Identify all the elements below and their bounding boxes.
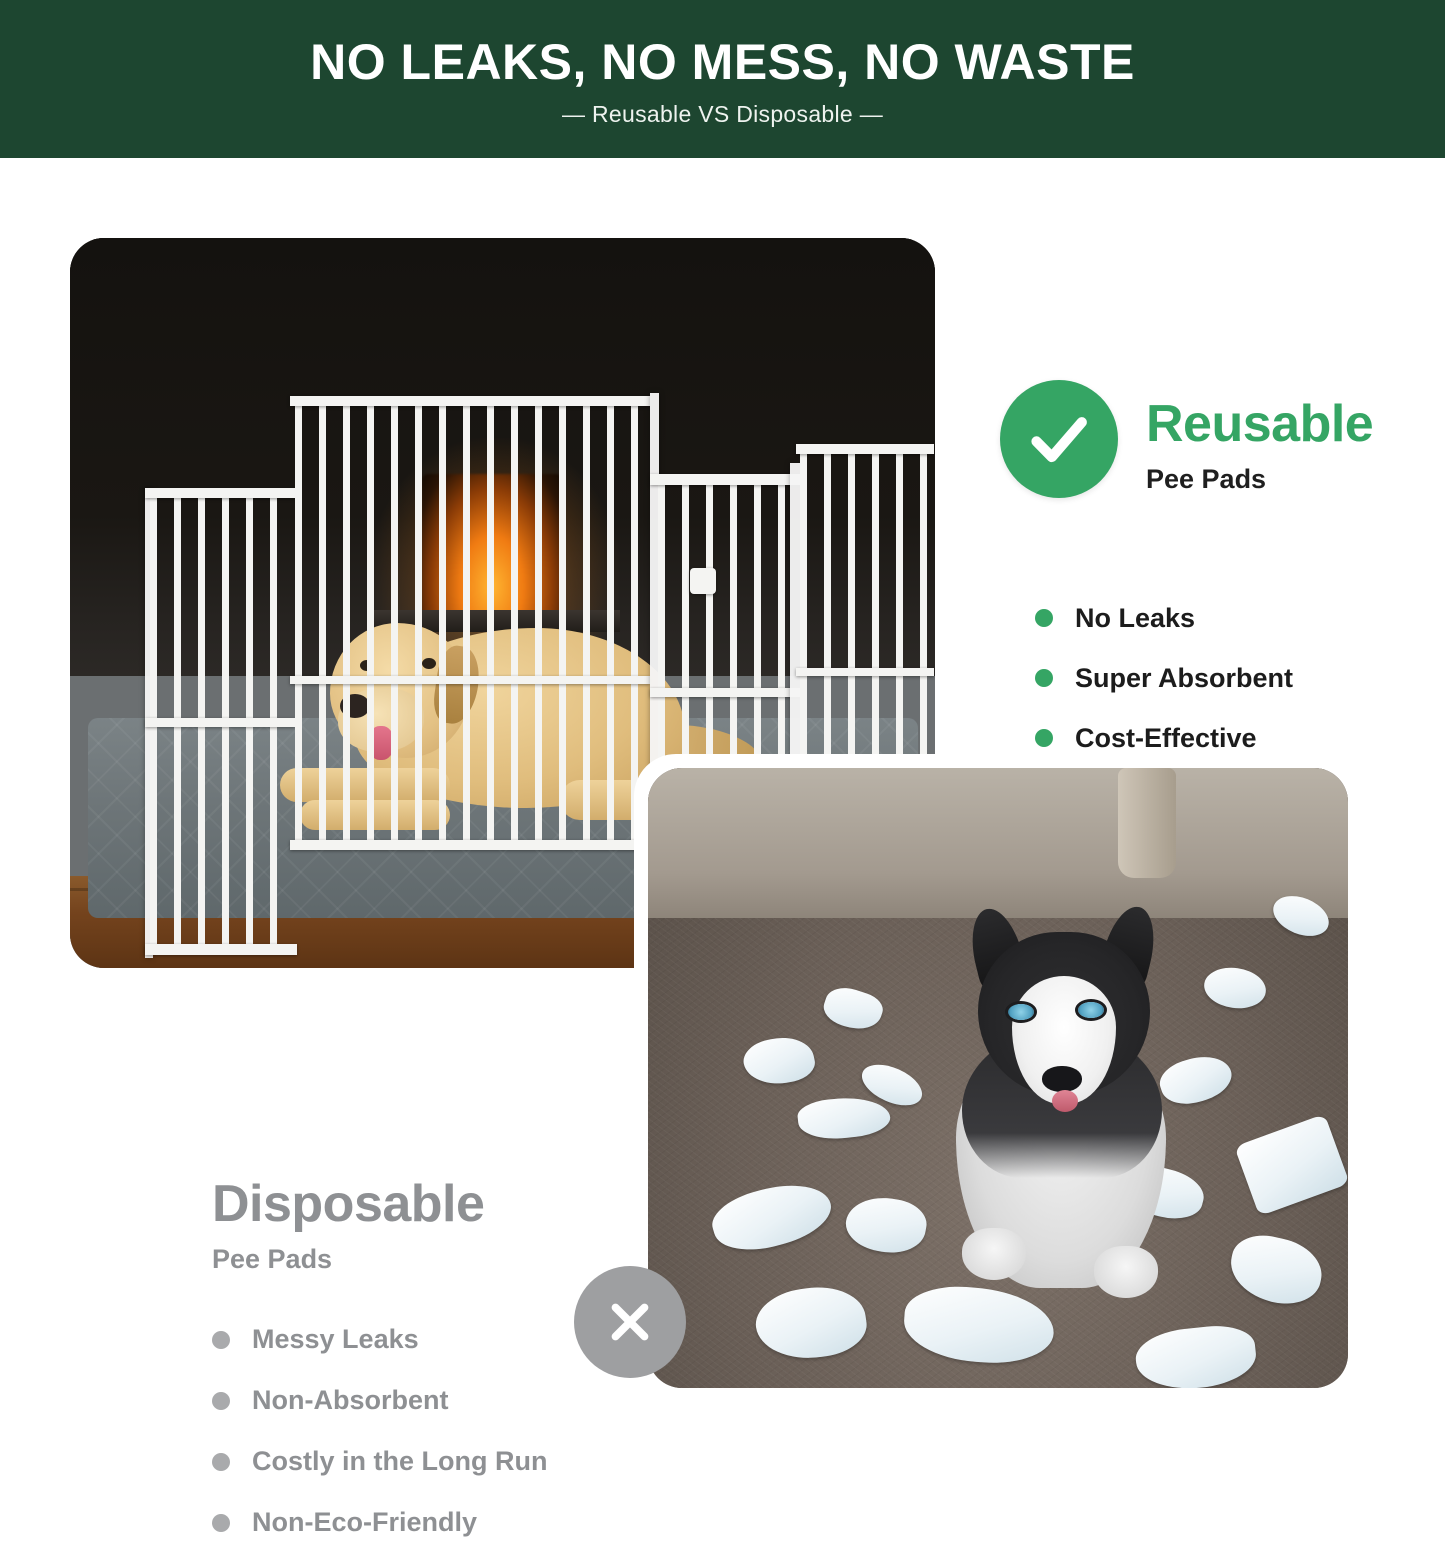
x-icon (574, 1266, 686, 1378)
header-banner (0, 0, 1445, 158)
area-rug (648, 768, 1348, 918)
page-subtitle: — Reusable VS Disposable — (561, 100, 883, 127)
list-item (212, 1492, 642, 1553)
feature-label: Costly in the Long Run (252, 1446, 548, 1476)
husky-eye-right (1078, 1002, 1104, 1018)
list-item (1035, 648, 1293, 708)
disposable-title: Disposable (212, 1175, 485, 1233)
bullet-icon (212, 1331, 230, 1349)
feature-label: Cost-Effective (1075, 722, 1257, 753)
list-item (1035, 708, 1293, 768)
bullet-icon (212, 1392, 230, 1410)
disposable-photo (648, 768, 1348, 1388)
comparison-content (0, 158, 1445, 1537)
husky-nose (1042, 1066, 1082, 1092)
pen-rail-right-top (796, 444, 934, 454)
bullet-icon (1035, 609, 1053, 627)
pen-rail-gate-mid (650, 688, 802, 697)
check-icon (1000, 380, 1118, 498)
list-item (1035, 588, 1293, 648)
pen-rail-left-mid (145, 718, 295, 727)
husky-paw-left (962, 1228, 1026, 1280)
pen-rail-back-bottom (290, 840, 650, 850)
reusable-subtitle: Pee Pads (1146, 464, 1267, 494)
pen-rail-gate-top (650, 474, 802, 485)
disposable-text-group (212, 1175, 642, 1553)
husky-dog (916, 898, 1216, 1318)
feature-label: Non-Absorbent (252, 1385, 449, 1415)
feature-label: No Leaks (1075, 602, 1196, 633)
list-item (212, 1431, 642, 1492)
husky-tongue (1052, 1090, 1078, 1112)
husky-paw-right (1094, 1246, 1158, 1298)
page-title: NO LEAKS, NO MESS, NO WASTE (310, 34, 1135, 91)
feature-label: Non-Eco-Friendly (252, 1507, 478, 1537)
bullet-icon (1035, 729, 1053, 747)
disposable-subtitle: Pee Pads (212, 1244, 333, 1274)
bullet-icon (212, 1453, 230, 1471)
feature-label: Messy Leaks (252, 1324, 419, 1354)
pen-rail-left-bottom (145, 944, 297, 955)
pen-bars-back (295, 398, 645, 848)
pen-latch-icon (690, 568, 716, 594)
bullet-icon (1035, 669, 1053, 687)
husky-eye-left (1008, 1004, 1034, 1020)
furniture-leg (1118, 768, 1176, 878)
pen-rail-left-top (145, 488, 295, 498)
pen-rail-back-mid (290, 676, 650, 684)
bullet-icon (212, 1514, 230, 1532)
feature-label: Super Absorbent (1075, 662, 1294, 693)
list-item (212, 1370, 642, 1431)
disposable-feature-list (212, 1309, 642, 1553)
reusable-heading-group (1000, 380, 1373, 498)
pen-rail-back-top (290, 396, 650, 406)
pen-rail-right-mid (796, 668, 934, 676)
reusable-title: Reusable (1146, 395, 1374, 453)
